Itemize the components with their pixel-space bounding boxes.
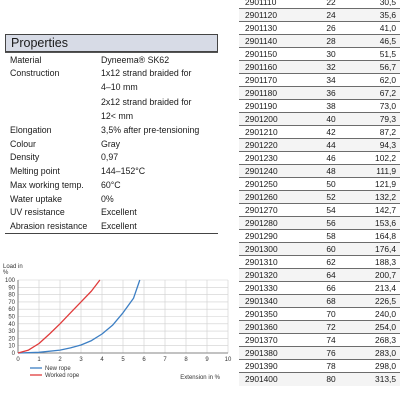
property-row — [5, 165, 218, 179]
property-label: Construction — [10, 68, 60, 79]
diameter-cell: 54 — [305, 204, 357, 217]
diameter-cell: 32 — [305, 61, 357, 74]
x-tick-label: 10 — [224, 357, 232, 363]
property-value-line: 0% — [101, 193, 114, 204]
property-label: Density — [10, 152, 40, 163]
diameter-cell: 56 — [305, 217, 357, 230]
legend-label-0: New rope — [45, 366, 71, 372]
article-number-cell: 2901220 — [239, 139, 305, 152]
y-tick-label: 70 — [8, 299, 15, 306]
property-label — [5, 94, 101, 123]
article-number-cell: 2901160 — [239, 61, 305, 74]
diameter-cell: 58 — [305, 230, 357, 243]
property-value-line: 1x12 strand braided for — [101, 68, 192, 79]
property-value-line: Dyneema® SK62 — [101, 54, 170, 65]
property-value-line: 60°C — [101, 179, 121, 190]
diameter-cell: 30 — [305, 48, 357, 61]
table-row — [239, 269, 400, 282]
article-number-cell: 2901350 — [239, 308, 305, 321]
article-number-cell: 2901310 — [239, 256, 305, 269]
article-number-cell: 2901260 — [239, 191, 305, 204]
diameter-cell: 80 — [305, 373, 357, 386]
property-value-line: 12< mm — [101, 111, 134, 122]
value-cell: 254,0 — [357, 321, 400, 334]
article-number-cell: 2901390 — [239, 360, 305, 373]
property-value — [101, 151, 218, 165]
value-cell: 283,0 — [357, 347, 400, 360]
property-label: Water uptake — [10, 193, 62, 204]
article-number-cell: 2901170 — [239, 74, 305, 87]
article-number-cell: 2901180 — [239, 87, 305, 100]
property-row — [5, 192, 218, 206]
article-number-cell: 2901300 — [239, 243, 305, 256]
table-row — [239, 178, 400, 191]
property-value — [101, 123, 218, 137]
x-tick-label: 3 — [79, 357, 83, 363]
diameter-cell: 66 — [305, 282, 357, 295]
article-number-cell: 2901270 — [239, 204, 305, 217]
article-number-cell: 2901280 — [239, 217, 305, 230]
table-row — [239, 126, 400, 139]
property-row — [5, 67, 218, 95]
rope-data-table — [239, 0, 400, 386]
y-tick-label: 90 — [8, 285, 15, 292]
value-cell: 62,0 — [357, 74, 400, 87]
y-tick-label: 60 — [8, 307, 15, 314]
diameter-cell: 46 — [305, 152, 357, 165]
value-cell: 73,0 — [357, 100, 400, 113]
value-cell: 226,5 — [357, 295, 400, 308]
property-label: Elongation — [10, 125, 52, 136]
table-row — [239, 256, 400, 269]
y-tick-label: 100 — [4, 278, 15, 284]
diameter-cell: 42 — [305, 126, 357, 139]
value-cell: 87,2 — [357, 126, 400, 139]
diameter-cell: 48 — [305, 165, 357, 178]
diameter-cell: 38 — [305, 100, 357, 113]
value-cell: 176,4 — [357, 243, 400, 256]
value-cell: 164,8 — [357, 230, 400, 243]
property-value-line: 2x12 strand braided for — [101, 97, 192, 108]
table-row — [239, 191, 400, 204]
table-row — [239, 243, 400, 256]
table-row — [239, 308, 400, 321]
article-number-cell: 2901150 — [239, 48, 305, 61]
value-cell: 132,2 — [357, 191, 400, 204]
table-row — [239, 48, 400, 61]
article-number-cell: 2901190 — [239, 100, 305, 113]
diameter-cell: 72 — [305, 321, 357, 334]
property-value-line: 4–10 mm — [101, 82, 138, 93]
diameter-cell: 60 — [305, 243, 357, 256]
property-value — [101, 94, 218, 123]
diameter-cell: 50 — [305, 178, 357, 191]
article-number-cell: 2901240 — [239, 165, 305, 178]
y-axis-label-unit: % — [3, 270, 9, 276]
y-tick-label: 20 — [8, 336, 15, 343]
diameter-cell: 52 — [305, 191, 357, 204]
property-row — [5, 178, 218, 192]
diameter-cell: 62 — [305, 256, 357, 269]
table-row — [239, 9, 400, 22]
table-row — [239, 230, 400, 243]
diameter-cell: 22 — [305, 0, 357, 9]
property-value — [101, 206, 218, 220]
diameter-cell: 44 — [305, 139, 357, 152]
property-value — [101, 137, 218, 151]
table-row — [239, 217, 400, 230]
value-cell: 102,2 — [357, 152, 400, 165]
property-value — [101, 53, 218, 67]
property-label: Colour — [10, 138, 36, 149]
value-cell: 213,4 — [357, 282, 400, 295]
article-number-cell: 2901290 — [239, 230, 305, 243]
property-row — [5, 206, 218, 220]
diameter-cell: 26 — [305, 22, 357, 35]
diameter-cell: 24 — [305, 9, 357, 22]
table-row — [239, 204, 400, 217]
article-number-cell: 2901320 — [239, 269, 305, 282]
article-number-cell: 2901400 — [239, 373, 305, 386]
x-tick-label: 6 — [142, 357, 146, 363]
diameter-cell: 74 — [305, 334, 357, 347]
y-tick-label: 10 — [8, 343, 15, 350]
value-cell: 30,5 — [357, 0, 400, 9]
property-value-line: 144–152°C — [101, 166, 146, 177]
x-tick-label: 1 — [37, 357, 41, 363]
property-label: UV resistance — [10, 207, 65, 218]
diameter-cell: 40 — [305, 113, 357, 126]
table-row — [239, 113, 400, 126]
table-row — [239, 360, 400, 373]
property-value — [101, 219, 218, 233]
value-cell: 240,0 — [357, 308, 400, 321]
property-row — [5, 53, 218, 67]
table-row — [239, 347, 400, 360]
table-row — [239, 100, 400, 113]
article-number-cell: 2901130 — [239, 22, 305, 35]
y-tick-label: 30 — [8, 329, 15, 336]
value-cell: 121,9 — [357, 178, 400, 191]
article-number-cell: 2901370 — [239, 334, 305, 347]
table-row — [239, 74, 400, 87]
diameter-cell: 76 — [305, 347, 357, 360]
value-cell: 35,6 — [357, 9, 400, 22]
table-row — [239, 152, 400, 165]
y-tick-label: 0 — [11, 351, 15, 357]
table-row — [239, 373, 400, 386]
value-cell: 56,7 — [357, 61, 400, 74]
article-number-cell: 2901340 — [239, 295, 305, 308]
article-number-cell: 2901210 — [239, 126, 305, 139]
diameter-cell: 68 — [305, 295, 357, 308]
diameter-cell: 78 — [305, 360, 357, 373]
property-row — [5, 123, 218, 137]
x-tick-label: 7 — [163, 357, 167, 363]
article-number-cell: 2901140 — [239, 35, 305, 48]
x-tick-label: 9 — [205, 357, 209, 363]
property-label: Max working temp. — [10, 179, 84, 190]
property-value-line: Excellent — [101, 207, 137, 218]
value-cell: 153,6 — [357, 217, 400, 230]
table-row — [239, 87, 400, 100]
y-tick-label: 40 — [8, 321, 15, 328]
properties-table — [5, 52, 218, 234]
article-number-cell: 2901230 — [239, 152, 305, 165]
property-row — [5, 137, 218, 151]
property-value-line: Gray — [101, 138, 121, 149]
property-label: Abrasion resistance — [10, 220, 88, 231]
article-number-cell: 2901250 — [239, 178, 305, 191]
property-value-line: 0,97 — [101, 152, 119, 163]
article-number-cell: 2901110 — [239, 0, 305, 9]
x-tick-label: 8 — [184, 357, 188, 363]
article-number-cell: 2901380 — [239, 347, 305, 360]
load-extension-chart — [0, 258, 240, 400]
diameter-cell: 64 — [305, 269, 357, 282]
table-row — [239, 0, 400, 9]
property-value-line: 3,5% after pre-tensioning — [101, 125, 200, 136]
article-number-cell: 2901360 — [239, 321, 305, 334]
x-tick-label: 0 — [16, 357, 20, 363]
value-cell: 313,5 — [357, 373, 400, 386]
properties-panel — [5, 34, 218, 234]
chart-svg — [0, 258, 240, 400]
property-value — [101, 192, 218, 206]
x-tick-label: 2 — [58, 357, 62, 363]
table-row — [239, 35, 400, 48]
value-cell: 142,7 — [357, 204, 400, 217]
value-cell: 268,3 — [357, 334, 400, 347]
value-cell: 298,0 — [357, 360, 400, 373]
diameter-cell: 36 — [305, 87, 357, 100]
value-cell: 94,3 — [357, 139, 400, 152]
property-value-line: Excellent — [101, 220, 137, 231]
value-cell: 79,3 — [357, 113, 400, 126]
property-value — [101, 67, 218, 95]
y-tick-label: 50 — [8, 314, 15, 321]
legend-label-1: Worked rope — [45, 373, 80, 379]
table-row — [239, 22, 400, 35]
diameter-cell: 28 — [305, 35, 357, 48]
value-cell: 51,5 — [357, 48, 400, 61]
property-row — [5, 219, 218, 233]
value-cell: 67,2 — [357, 87, 400, 100]
x-tick-label: 5 — [121, 357, 125, 363]
value-cell: 188,3 — [357, 256, 400, 269]
y-axis-label: Load in — [3, 264, 23, 270]
article-number-cell: 2901330 — [239, 282, 305, 295]
value-cell: 46,5 — [357, 35, 400, 48]
x-tick-label: 4 — [100, 357, 104, 363]
table-row — [239, 334, 400, 347]
value-cell: 41,0 — [357, 22, 400, 35]
properties-title: Properties — [5, 34, 218, 52]
table-row — [239, 282, 400, 295]
property-value — [101, 178, 218, 192]
diameter-cell: 34 — [305, 74, 357, 87]
property-label: Material — [5, 53, 101, 67]
property-label: Melting point — [10, 166, 60, 177]
x-axis-label: Extension in % — [180, 375, 220, 381]
property-row — [5, 151, 218, 165]
value-cell: 111,9 — [357, 165, 400, 178]
table-row — [239, 61, 400, 74]
diameter-cell: 70 — [305, 308, 357, 321]
article-number-cell: 2901200 — [239, 113, 305, 126]
table-row — [239, 295, 400, 308]
property-row — [5, 94, 218, 123]
value-cell: 200,7 — [357, 269, 400, 282]
table-row — [239, 321, 400, 334]
article-number-cell: 2901120 — [239, 9, 305, 22]
y-tick-label: 80 — [8, 292, 15, 299]
property-value — [101, 165, 218, 179]
table-row — [239, 165, 400, 178]
table-row — [239, 139, 400, 152]
